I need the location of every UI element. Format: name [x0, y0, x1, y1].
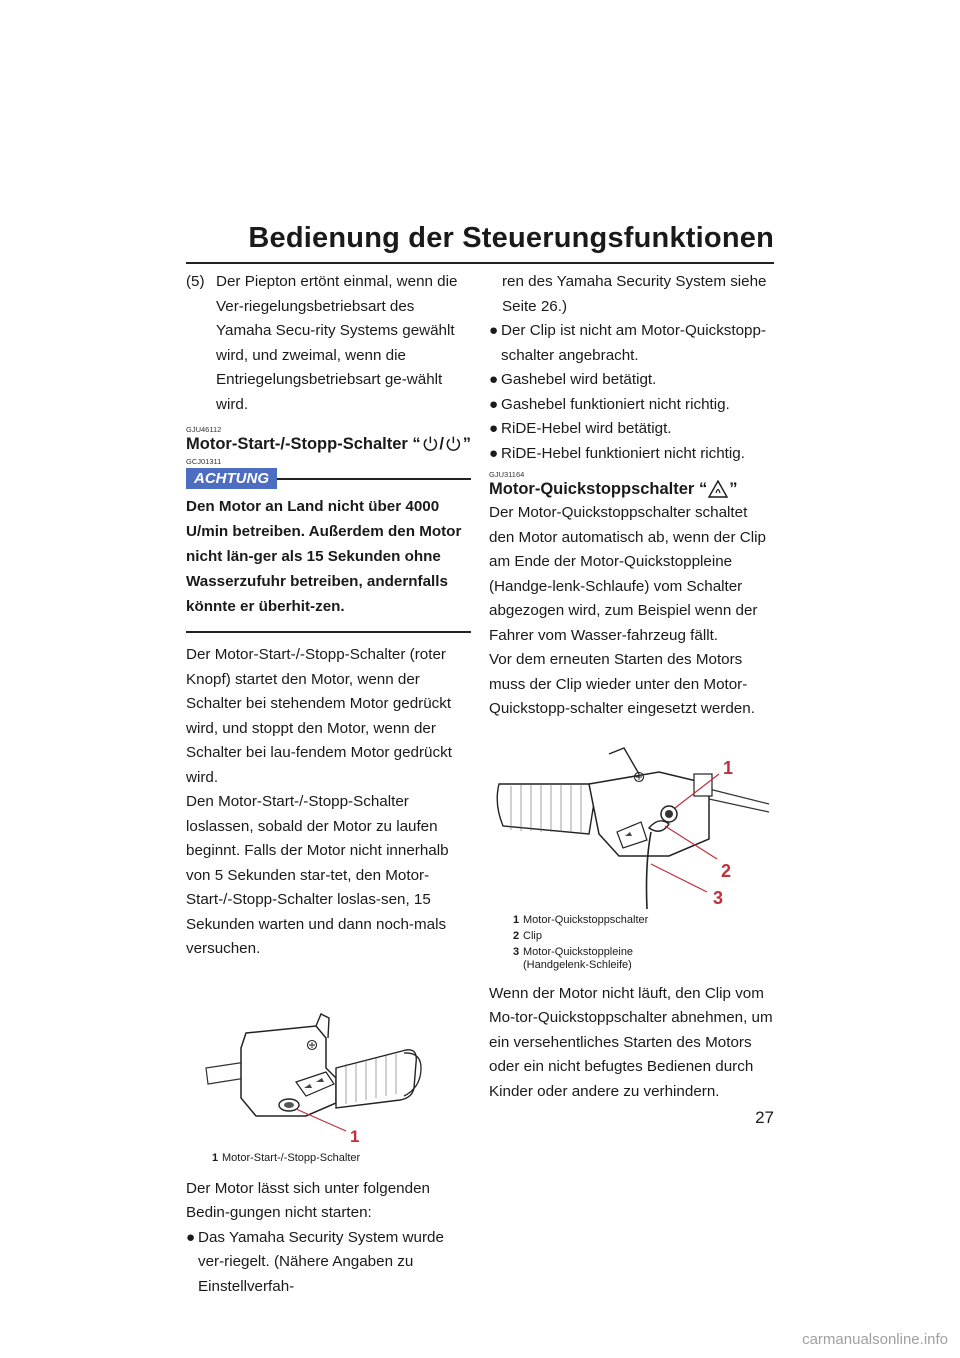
section-code: GJU31164: [489, 470, 525, 479]
caption-text: Motor-Quickstoppschalter: [523, 913, 649, 926]
bullet-icon: ●: [489, 322, 499, 339]
caption-number: 1: [212, 1151, 219, 1164]
warning-header: [186, 468, 471, 489]
heading-text-end: ”: [729, 480, 738, 498]
figure-caption: [489, 914, 774, 927]
paragraph: Den Motor-Start-/-Stopp-Schalter loslassen, sobald der Motor zu laufen beginnt. Falls der Motor nicht innerhalb von 5 Sekunden star-tet, den Motor-Start-/-Stopp-Schalter loslas-sen, 15 Sekunden warten und dann noch-mals versuchen.: [186, 793, 449, 957]
warning-code: GCJ01311: [186, 457, 222, 466]
list-item: [489, 368, 774, 393]
bullet-icon: ●: [489, 444, 499, 462]
caption-number: 2: [513, 929, 520, 942]
paragraph: Wenn der Motor nicht läuft, den Clip vom Mo-tor-Quickstoppschalter abnehmen, um ein versehentliches Starten des Motors oder ein nicht befugtes Bedienen durch Kinder oder andere zu verhindern.: [489, 984, 773, 1100]
list-item-text: Der Clip ist nicht am Motor-Quickstopp-schalter angebracht.: [501, 322, 767, 364]
start-stop-icon: [445, 435, 462, 453]
page-title: Bedienung der Steuerungsfunktionen: [248, 222, 774, 254]
caption-number: 1: [513, 913, 520, 926]
quickstop-icon: [708, 480, 728, 498]
section-code: GJU46112: [186, 425, 222, 434]
figure-caption: [186, 1152, 471, 1165]
list-item: [489, 393, 774, 418]
left-column: [186, 270, 471, 1299]
quickstop-figure: [489, 744, 774, 972]
paragraph: Vor dem erneuten Starten des Motors muss der Clip wieder unter den Motor-Quickstopp-schalter eingesetzt werden.: [489, 651, 755, 717]
figure-caption: [489, 930, 774, 943]
header-divider: [186, 262, 774, 264]
step-5: [186, 270, 471, 417]
bullet-icon: ●: [489, 420, 499, 437]
list-item-text: Gashebel wird betätigt.: [501, 371, 657, 388]
callout-1: 1: [723, 757, 734, 778]
handlebar-illustration: [186, 1008, 471, 1148]
bullet-icon: ●: [186, 1228, 196, 1246]
list-item-text: RiDE-Hebel wird betätigt.: [501, 420, 672, 437]
warning-rule: [277, 478, 471, 480]
list-item-text: Gashebel funktioniert nicht richtig.: [501, 395, 730, 413]
list-item: [489, 442, 774, 467]
step-number: (5): [186, 273, 205, 290]
paragraph: Der Motor-Start-/-Stopp-Schalter (roter Knopf) startet den Motor, wenn der Schalter bei stehendem Motor gedrückt wird, und stoppt den Motor, wenn der Schalter bei lau-fendem Motor gedrückt wird.: [186, 646, 452, 786]
achtung-badge: ACHTUNG: [186, 468, 277, 489]
figure-caption: [489, 946, 774, 972]
list-item-continued: ren des Yamaha Security System siehe Seite 26.): [502, 273, 767, 315]
watermark: carmanualsonline.info: [802, 1331, 948, 1348]
list-item: [489, 417, 774, 442]
list-item: [489, 319, 774, 368]
callout-1: 1: [350, 1126, 360, 1146]
caption-text: Motor-Start-/-Stopp-Schalter: [222, 1151, 361, 1164]
page-number: 27: [755, 1108, 774, 1127]
right-column: [489, 270, 774, 1104]
callout-3: 3: [713, 887, 724, 908]
start-stop-icon: [422, 435, 439, 453]
step-text: Der Piepton ertönt einmal, wenn die Ver-riegelungsbetriebsart des Yamaha Secu-rity Systems gewählt wird, und zweimal, wenn die Entriegelungsbetriebsart ge-wählt wird.: [216, 273, 458, 413]
section-heading-start-stop: [186, 434, 471, 454]
bullet-icon: ●: [489, 395, 499, 413]
section-heading-quickstop: [489, 479, 774, 499]
heading-text: Motor-Start-/-Stopp-Schalter “: [186, 435, 421, 453]
list-item-text: RiDE-Hebel funktioniert nicht richtig.: [501, 444, 745, 462]
caption-text: Clip: [523, 929, 542, 942]
bullet-icon: ●: [489, 371, 499, 388]
start-stop-figure: [186, 1008, 471, 1165]
heading-separator: /: [439, 435, 444, 453]
list-item-text: Das Yamaha Security System wurde ver-riegelt. (Nähere Angaben zu Einstellverfah-: [198, 1228, 444, 1295]
paragraph: Der Motor lässt sich unter folgenden Bedin-gungen nicht starten:: [186, 1179, 430, 1221]
list-item: [186, 1226, 471, 1300]
caption-number: 3: [513, 945, 520, 958]
callout-line-1: [296, 1109, 346, 1131]
caption-text: Motor-Quickstoppleine (Handgelenk-Schleife): [523, 945, 634, 971]
warning-text: Den Motor an Land nicht über 4000 U/min betreiben. Außerdem den Motor nicht län-ger als 15 Sekunden ohne Wasserzufuhr betreiben, andernfalls könnte er überhit-zen.: [186, 494, 471, 633]
handlebar-illustration: [489, 744, 774, 914]
heading-text: Motor-Quickstoppschalter “: [489, 480, 708, 498]
paragraph: Der Motor-Quickstoppschalter schaltet den Motor automatisch ab, wenn der Clip am Ende der Motor-Quickstoppleine (Handge-lenk-Schlaufe) vom Schalter abgezogen wird, zum Beispiel wenn der Fahrer vom Wasser-fahrzeug fällt.: [489, 504, 766, 644]
callout-2: 2: [721, 860, 732, 881]
callout-line-3: [651, 864, 707, 892]
heading-text-end: ”: [462, 435, 471, 453]
